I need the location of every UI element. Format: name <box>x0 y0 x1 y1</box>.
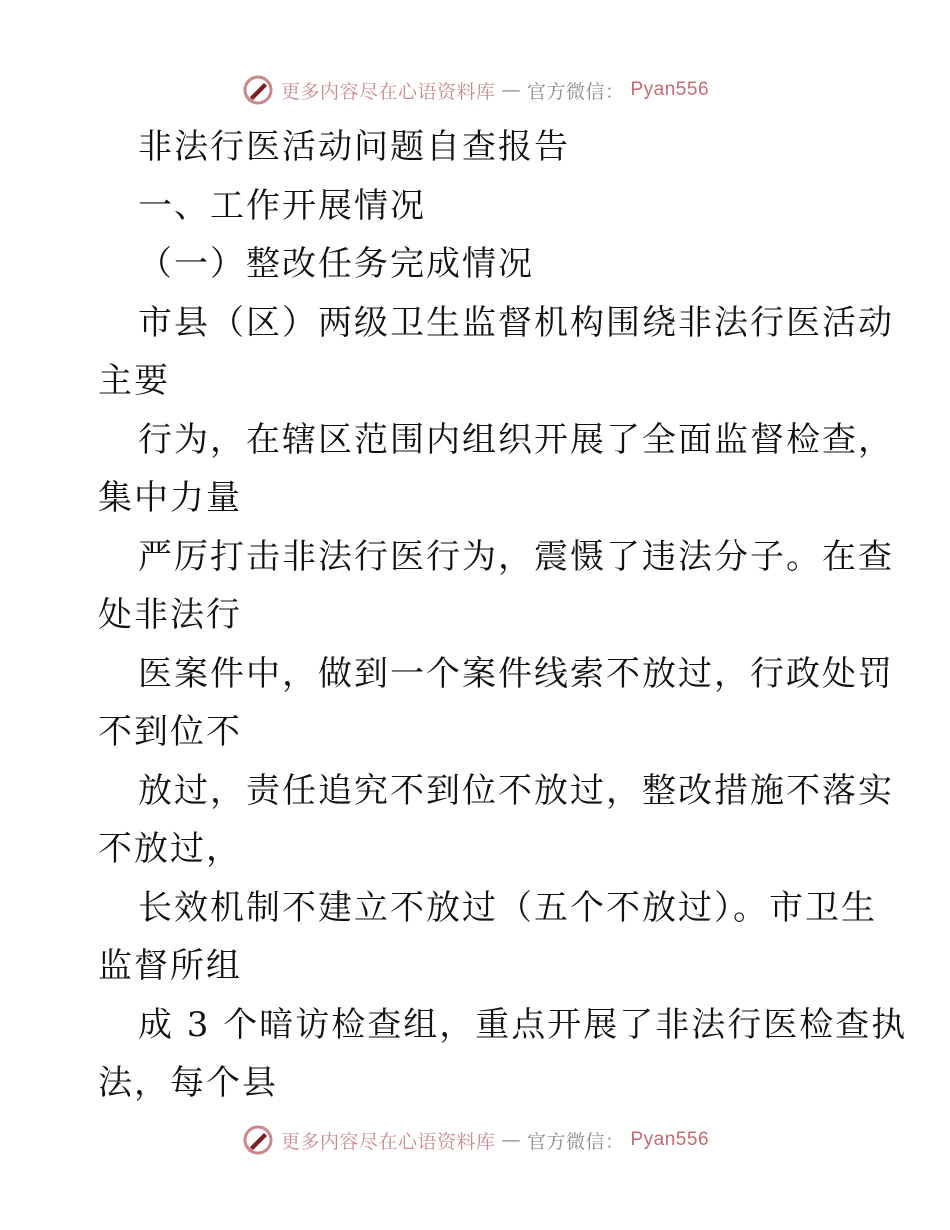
text-line: 严厉打击非法行医行为，震慑了违法分子。在查 <box>138 536 894 577</box>
header-banner <box>0 70 950 110</box>
text-line: 医案件中，做到一个案件线索不放过，行政处罚 <box>138 653 894 694</box>
text-line: 监督所组 <box>98 946 242 986</box>
banner-wechat-id: Pyan556 <box>630 1129 710 1150</box>
text-line: 法，每个县 <box>98 1063 278 1103</box>
text-line: 长效机制不建立不放过（五个不放过）。市卫生 <box>138 887 877 928</box>
pen-swirl-logo-icon <box>241 73 275 107</box>
banner-wechat-id: Pyan556 <box>630 79 710 100</box>
text-line: 不放过， <box>98 829 242 869</box>
text-line: （一）整改任务完成情况 <box>138 244 534 284</box>
text-line: 市县（区）两级卫生监督机构围绕非法行医活动 <box>138 302 894 343</box>
document-body <box>98 118 908 1113</box>
text-line: 成 3 个暗访检查组，重点开展了非法行医检查执 <box>138 1004 908 1045</box>
text-line: 一、工作开展情况 <box>138 185 426 226</box>
banner-main-text: 更多内容尽在心语资料库 <box>280 1130 496 1153</box>
banner-wechat-label: 官方微信： <box>526 1130 625 1153</box>
text-line: 非法行医活动问题自查报告 <box>138 127 570 167</box>
text-line: 处非法行 <box>98 595 242 635</box>
banner-separator: — <box>501 1129 521 1151</box>
banner-main-text: 更多内容尽在心语资料库 <box>280 80 496 103</box>
text-line: 行为，在辖区范围内组织开展了全面监督检查， <box>138 419 894 460</box>
text-line: 主要 <box>98 361 170 401</box>
pen-swirl-logo-icon <box>241 1123 275 1157</box>
text-line: 集中力量 <box>98 478 242 518</box>
footer-banner <box>0 1120 950 1160</box>
text-line: 放过，责任追究不到位不放过，整改措施不落实 <box>138 770 894 811</box>
text-line: 不到位不 <box>98 712 242 752</box>
banner-separator: — <box>501 79 521 101</box>
banner-wechat-label: 官方微信： <box>526 80 625 103</box>
